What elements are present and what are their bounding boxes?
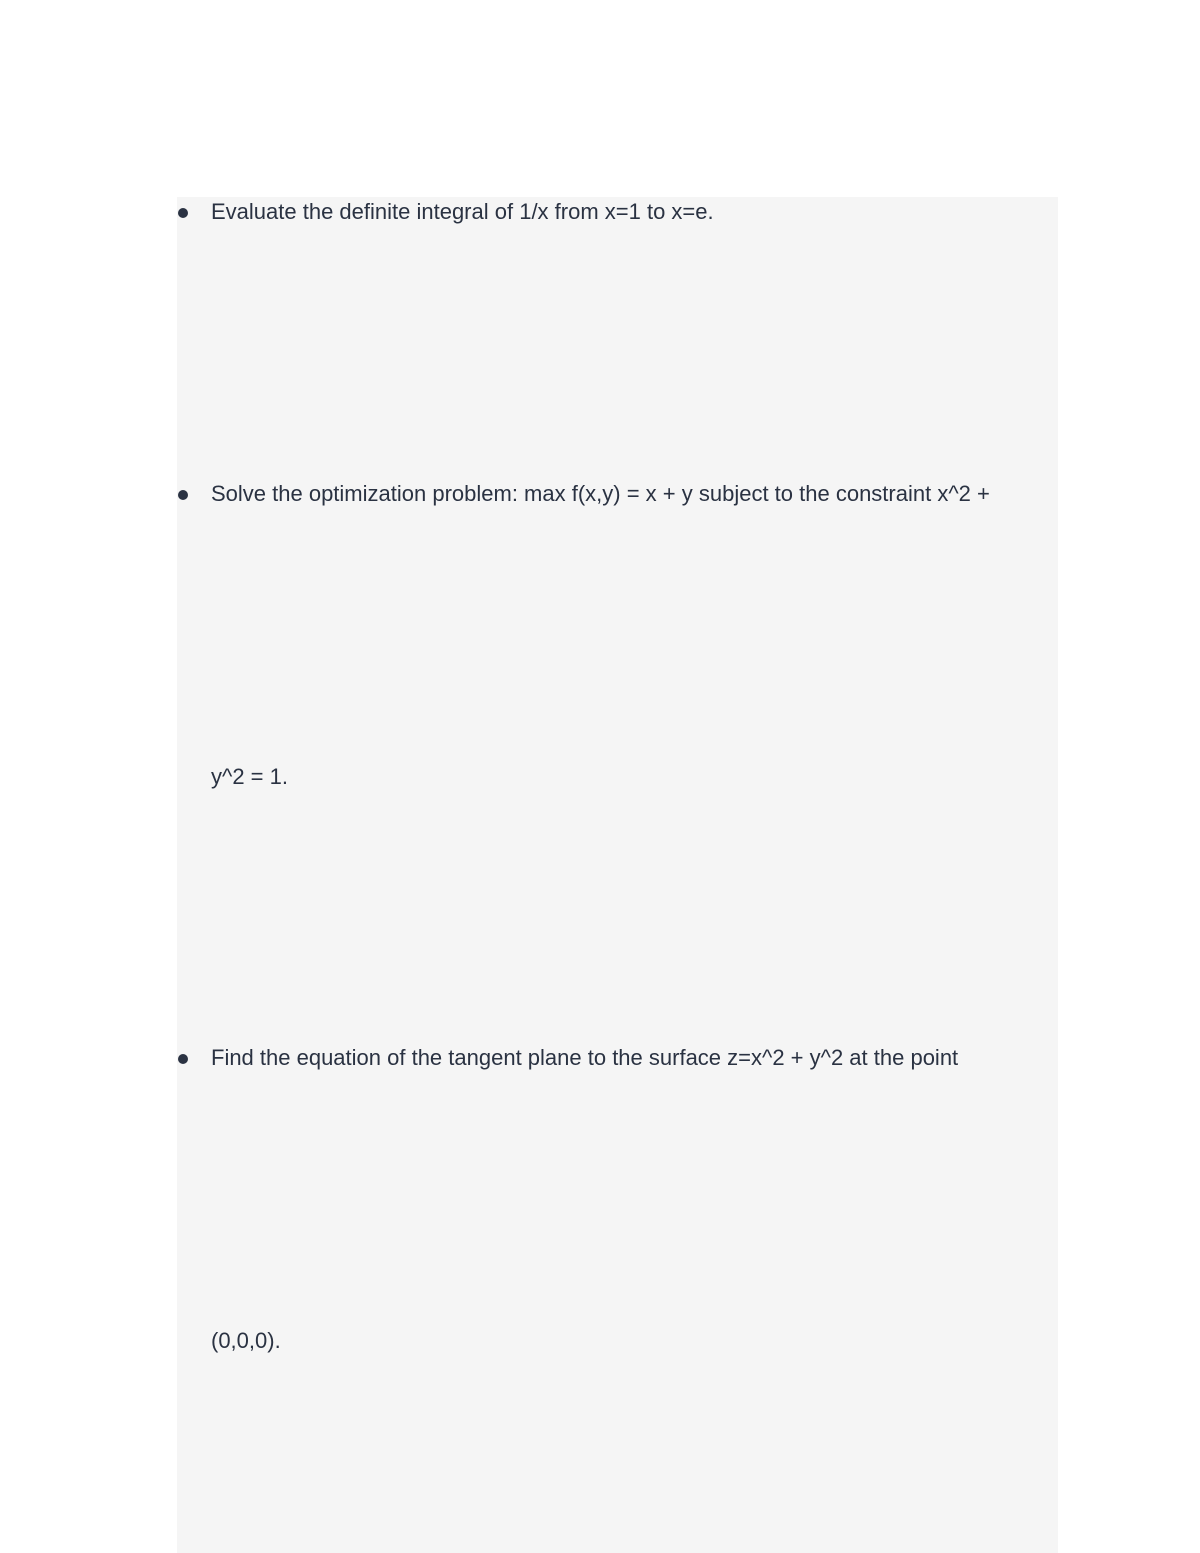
bullet-icon [178, 1054, 188, 1064]
question-3-line-2: (0,0,0). [211, 1328, 281, 1353]
question-2-line-1: Solve the optimization problem: max f(x,y) = x + y subject to the constraint x^2 + [211, 481, 990, 506]
question-2-line-2: y^2 = 1. [211, 764, 288, 789]
question-3-line-1: Find the equation of the tangent plane to the surface z=x^2 + y^2 at the point [211, 1045, 959, 1070]
bullet-icon [178, 208, 188, 218]
content-panel [177, 197, 1058, 1553]
bullet-icon [178, 490, 188, 500]
question-1-line-1: Evaluate the definite integral of 1/x from x=1 to x=e. [211, 199, 714, 224]
